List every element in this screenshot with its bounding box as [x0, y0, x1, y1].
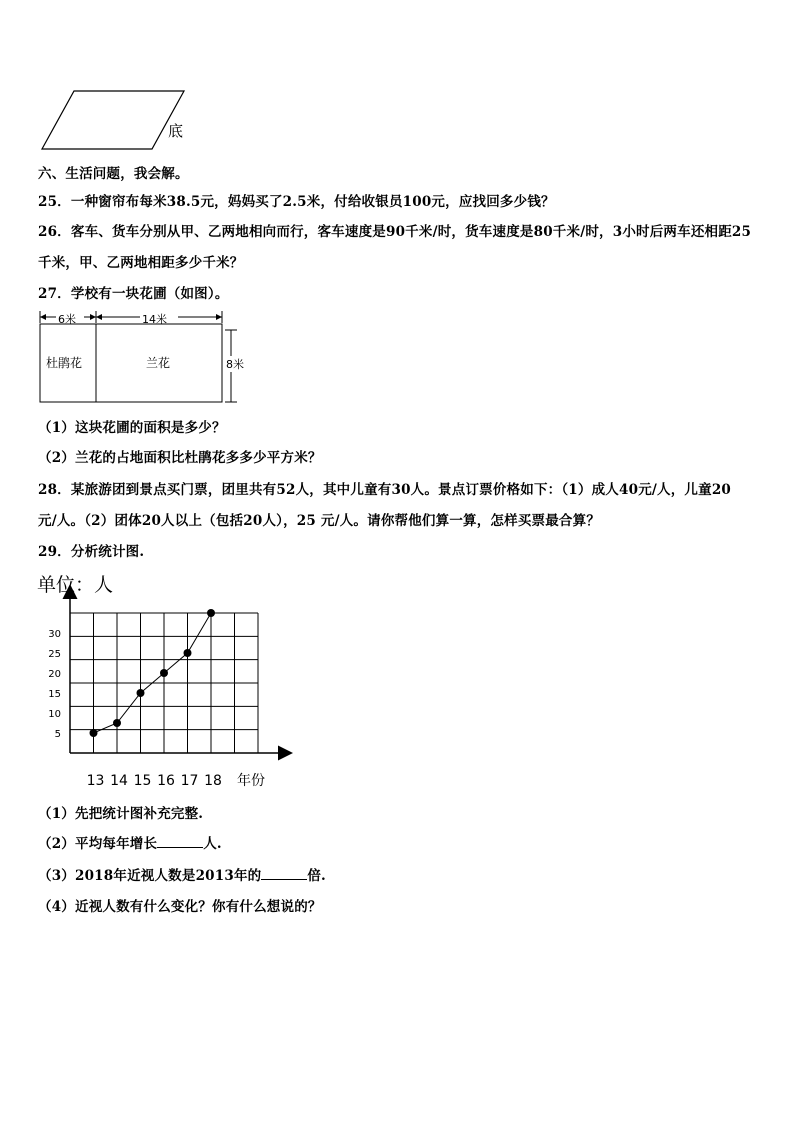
x-tick-label: 16 [157, 773, 175, 789]
y-tick-label: 30 [48, 629, 61, 640]
parallelogram-shape [42, 91, 184, 149]
question-29-sub2 [38, 832, 222, 852]
x-tick-label: 14 [110, 773, 128, 789]
y-tick-label: 5 [54, 729, 61, 740]
answer-blank-ratio[interactable] [261, 865, 307, 880]
section-title: 六、生活问题，我会解。 [38, 166, 189, 182]
question-27-sub2: （2）兰花的占地面积比杜鹃花多多少平方米？ [38, 450, 322, 466]
data-point [184, 649, 192, 657]
parallelogram-base-label: 底 [168, 122, 184, 140]
y-tick-label: 10 [48, 709, 61, 720]
data-point [207, 609, 215, 617]
question-29-sub1: （1）先把统计图补充完整. [38, 806, 204, 822]
x-tick-label: 18 [204, 773, 222, 789]
chart-area [30, 585, 310, 795]
sub2-text-before: （2）平均每年增长 [38, 836, 158, 852]
sub3-text-after: 倍. [307, 868, 326, 884]
question-29-stem: 29．分析统计图. [38, 544, 145, 560]
answer-blank-average-growth[interactable] [157, 833, 203, 848]
x-tick-label: 15 [133, 773, 152, 789]
garden-region-azalea: 杜鹃花 [46, 356, 83, 370]
question-28-line1: 28．某旅游团到景点买门票，团里共有52人，其中儿童有30人。景点订票价格如下：（1）成人40元/人，儿童20 [38, 482, 732, 498]
data-point [137, 689, 145, 697]
question-29-sub3 [38, 864, 326, 884]
question-27-stem: 27．学校有一块花圃（如图）。 [38, 286, 229, 302]
garden-region-orchid: 兰花 [146, 356, 171, 370]
question-26-line2: 千米，甲、乙两地相距多少千米？ [38, 255, 244, 271]
chart-title: 单位：人 [37, 574, 114, 596]
y-tick-label: 15 [48, 689, 61, 700]
question-27-sub1: （1）这块花圃的面积是多少？ [38, 420, 226, 436]
data-point [160, 669, 168, 677]
x-axis-label: 年份 [237, 773, 265, 789]
question-28-line2: 元/人。（2）团体20人以上（包括20人），25 元/人。请你帮他们算一算，怎样买票最合算？ [38, 513, 601, 529]
garden-width1-label: 6米 [58, 313, 76, 326]
question-26-line1: 26．客车、货车分别从甲、乙两地相向而行，客车速度是90千米/时，货车速度是80千米/时，3小时后两车还相距25 [38, 224, 752, 240]
garden-width2-label: 14米 [142, 313, 167, 326]
x-tick-label: 17 [180, 773, 199, 789]
x-tick-label: 13 [86, 773, 105, 789]
garden-height-label: 8米 [226, 358, 244, 371]
y-tick-label: 20 [48, 669, 61, 680]
sub3-text-before: （3）2018年近视人数是2013年的 [38, 868, 262, 884]
question-25: 25．一种窗帘布每米38.5元，妈妈买了2.5米，付给收银员100元，应找回多少钱？ [38, 194, 555, 210]
sub2-text-after: 人. [203, 836, 222, 852]
y-tick-label: 25 [48, 649, 61, 660]
data-point [113, 719, 121, 727]
series-line [94, 613, 212, 733]
data-point [90, 729, 98, 737]
question-29-sub4: （4）近视人数有什么变化？你有什么想说的？ [38, 899, 322, 915]
